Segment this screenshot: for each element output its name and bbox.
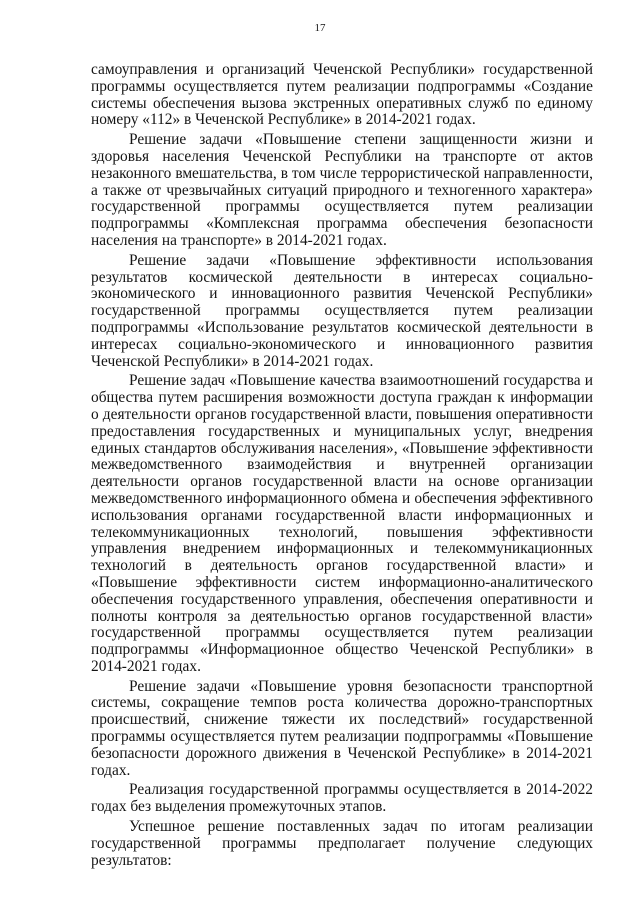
paragraph-transport-safety: Решение задачи «Повышение степени защищенности жизни и здоровья населения Чеченской Республики на транспорте от актов незаконного вмешательства, в том числе террористической направленности, а также от чрезвычайных ситуаций природного и техногенного характера» государственной программы осуществляется путем реализации подпрограммы «Комплексная программа обеспечения безопасности населения на транспорте» в 2014-2021 годах. (91, 131, 593, 249)
page-number: 17 (314, 22, 326, 34)
paragraph-emergency-112: самоуправления и организаций Чеченской Республики» государственной программы осуществляется путем реализации подпрограммы «Создание системы обеспечения вызова экстренных оперативных служб по единому номеру «112» в Чеченской Республике» в 2014-2021 годах. (91, 61, 593, 129)
paragraph-program-period: Реализация государственной программы осуществляется в 2014-2022 годах без выделения промежуточных этапов. (91, 781, 593, 816)
document-body (91, 62, 593, 872)
paragraph-road-safety: Решение задачи «Повышение уровня безопасности транспортной системы, сокращение темпов роста количества дорожно-транспортных происшествий, снижение тяжести их последствий» государственной программы осуществляется путем реализации подпрограммы «Повышение безопасности дорожного движения в Чеченской Республике» в 2014-2021 годах. (91, 677, 593, 779)
paragraph-expected-results: Успешное решение поставленных задач по итогам реализации государственной программы предполагает получение следующих результатов: (91, 818, 593, 869)
paragraph-space-activity: Решение задачи «Повышение эффективности использования результатов космической деятельности в интересах социально-экономического и инновационного развития Чеченской Республики» государственной программы осуществляется путем реализации подпрограммы «Использование результатов космической деятельности в интересах социально-экономического и инновационного развития Чеченской Республики» в 2014-2021 годах. (91, 251, 593, 370)
paragraph-information-society: Решение задач «Повышение качества взаимоотношений государства и общества путем расширения возможности доступа граждан к информации о деятельности органов государственной власти, повышения оперативности предоставления государственных и муниципальных услуг, внедрения единых стандартов обслуживания населения», «Повышение эффективности межведомственного взаимодействия и внутренней организации деятельности органов государственной власти на основе организации межведомственного информационного обмена и обеспечения эффективного использования органами государственной власти информационных и телекоммуникационных технологий, повышения эффективности управления внедрением информационных и телекоммуникационных технологий в деятельность органов государственной власти» и «Повышение эффективности систем информационно-аналитического обеспечения государственного управления, обеспечения оперативности и полноты контроля за деятельностью органов государственной власти» государственной программы осуществляется путем реализации подпрограммы «Информационное общество Чеченской Республики» в 2014-2021 годах. (91, 372, 593, 675)
